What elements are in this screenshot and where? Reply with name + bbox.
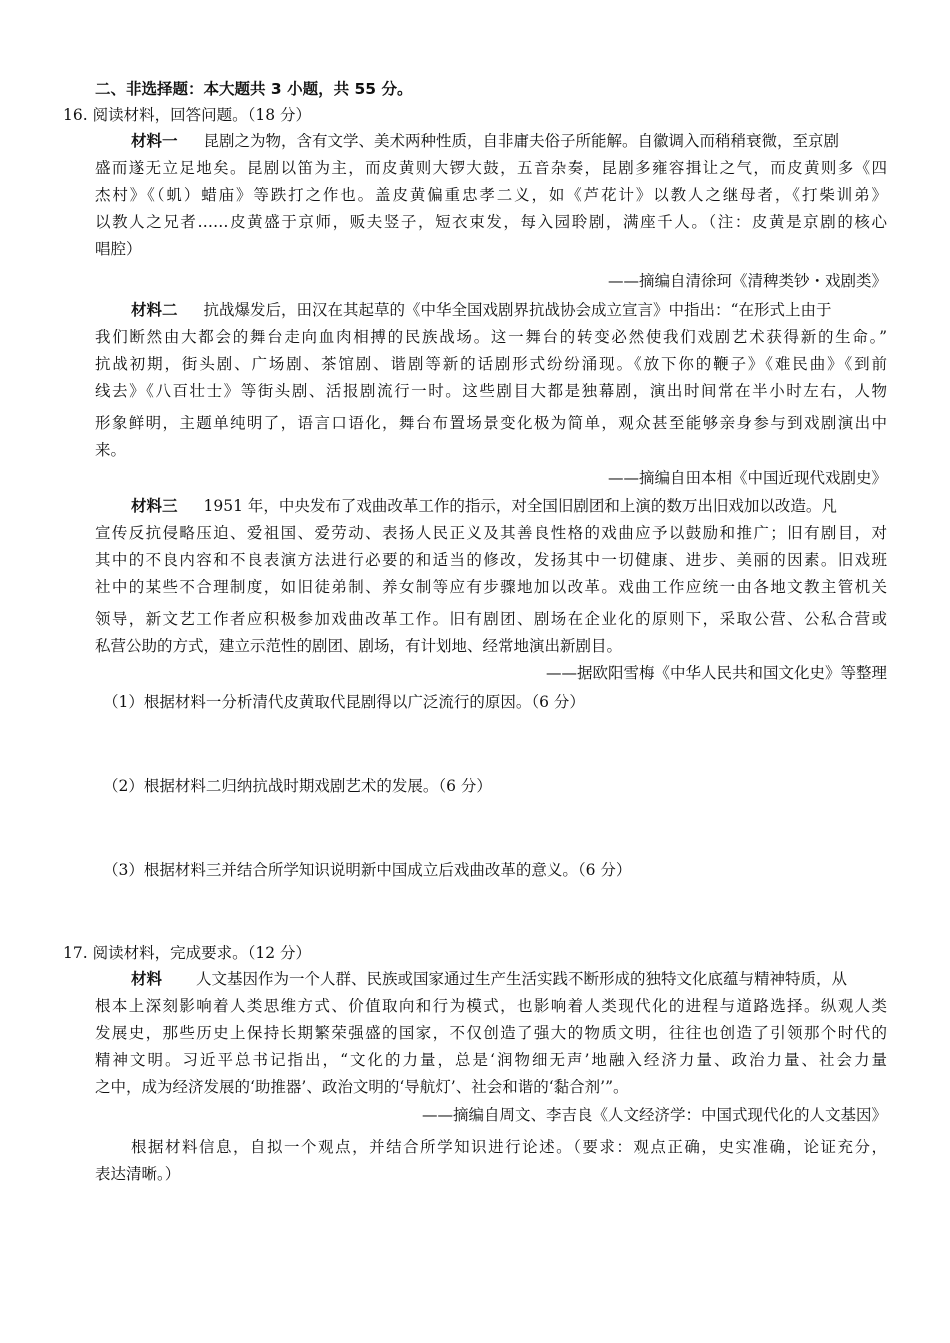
q16-m2-line: 来。 xyxy=(95,441,127,459)
q16-m3-source: ——据欧阳雪梅《中华人民共和国文化史》等整理 xyxy=(545,664,887,682)
q17-requirement-line: 表达清晰。） xyxy=(95,1165,181,1183)
q17-requirement-line: 根据材料信息，自拟一个观点，并结合所学知识进行论述。（要求：观点正确，史实准确，论证充分， xyxy=(131,1138,887,1156)
q16-m2-line: 抗战爆发后，田汉在其起草的《中华全国戏剧界抗战协会成立宣言》中指出：“在形式上由于 xyxy=(203,301,832,319)
q16-m3-line: 其中的不良内容和不良表演方法进行必要的和适当的修改，发扬其中一切健康、进步、美丽的因素。旧戏班 xyxy=(95,551,887,569)
q16-stem: 16. 阅读材料，回答问题。（18 分） xyxy=(63,106,311,124)
q16-m2-label: 材料二 xyxy=(131,301,178,319)
q16-m1-source: ——摘编自清徐珂《清稗类钞・戏剧类》 xyxy=(607,272,887,290)
q16-m2-line: 线去》《八百壮士》等街头剧、活报剧流行一时。这些剧目大都是独幕剧，演出时间常在半小时左右，人物 xyxy=(95,382,887,400)
section-heading: 二、非选择题：本大题共 3 小题，共 55 分。 xyxy=(95,80,413,98)
q16-m1-first-line xyxy=(131,130,839,152)
q16-m1-line: 唱腔） xyxy=(95,240,142,258)
q17-source: ——摘编自周文、李吉良《人文经济学：中国式现代化的人文基因》 xyxy=(421,1106,887,1124)
q16-sub-question-1: （1）根据材料一分析清代皮黄取代昆剧得以广泛流行的原因。（6 分） xyxy=(103,693,585,711)
q16-m3-line: 1951 年，中央发布了戏曲改革工作的指示，对全国旧剧团和上演的数万出旧戏加以改造。凡 xyxy=(203,497,837,515)
q16-m2-source: ——摘编自田本相《中国近现代戏剧史》 xyxy=(607,469,887,487)
q16-m3-line: 社中的某些不合理制度，如旧徒弟制、养女制等应有步骤地加以改革。戏曲工作应统一由各地文教主管机关 xyxy=(95,578,887,596)
q16-m1-line: 盛而遂无立足地矣。昆剧以笛为主，而皮黄则大锣大鼓，五音杂奏，昆剧多雍容揖让之气，而皮黄则多《四 xyxy=(95,159,887,177)
q17-stem: 17. 阅读材料，完成要求。（12 分） xyxy=(63,944,311,962)
q17-line: 发展史，那些历史上保持长期繁荣强盛的国家，不仅创造了强大的物质文明，往往也创造了引领那个时代的 xyxy=(95,1024,887,1042)
q16-m2-line: 形象鲜明，主题单纯明了，语言口语化，舞台布置场景变化极为简单，观众甚至能够亲身参与到戏剧演出中 xyxy=(95,414,887,432)
q16-m1-line: 杰村》《（虮）蜡庙》等跌打之作也。盖皮黄偏重忠孝二义，如《芦花计》以教人之继母者，《打柴训弟》 xyxy=(95,186,887,204)
q16-m3-label: 材料三 xyxy=(131,497,178,515)
q17-line: 精神文明。习近平总书记指出，“文化的力量，总是‘润物细无声’地融入经济力量、政治力量、社会力量 xyxy=(95,1051,887,1069)
q17-line: 人文基因作为一个人群、民族或国家通过生产生活实践不断形成的独特文化底蕴与精神特质，从 xyxy=(196,970,848,988)
q16-m1-line: 昆剧之为物，含有文学、美术两种性质，自非庸夫俗子所能解。自徽调入而稍稍衰微，至京剧 xyxy=(203,132,840,150)
q16-m1-line: 以教人之兄者……皮黄盛于京师，贩夫竖子，短衣束发，每入园聆剧，满座千人。（注：皮黄是京剧的核心 xyxy=(95,213,887,231)
q17-line: 之中，成为经济发展的‘助推器’、政治文明的‘导航灯’、社会和谐的‘黏合剂’”。 xyxy=(95,1078,629,1096)
q16-m3-first-line xyxy=(131,495,837,517)
q16-m3-line: 私营公助的方式，建立示范性的剧团、剧场，有计划地、经常地演出新剧目。 xyxy=(95,637,623,655)
q17-first-line xyxy=(131,968,847,990)
q16-m3-line: 宣传反抗侵略压迫、爱祖国、爱劳动、表扬人民正义及其善良性格的戏曲应予以鼓励和推广；旧有剧目，对 xyxy=(95,524,887,542)
q17-label: 材料 xyxy=(131,970,163,988)
q16-m2-line: 我们断然由大都会的舞台走向血肉相搏的民族战场。这一舞台的转变必然使我们戏剧艺术获得新的生命。” xyxy=(95,328,887,346)
q16-sub-question-2: （2）根据材料二归纳抗战时期戏剧艺术的发展。（6 分） xyxy=(103,777,492,795)
q16-m2-first-line xyxy=(131,299,831,321)
q16-m1-label: 材料一 xyxy=(131,132,178,150)
q16-m3-line: 领导，新文艺工作者应积极参加戏曲改革工作。旧有剧团、剧场在企业化的原则下，采取公营、公私合营或 xyxy=(95,610,887,628)
q16-sub-question-3: （3）根据材料三并结合所学知识说明新中国成立后戏曲改革的意义。（6 分） xyxy=(103,861,632,879)
q17-line: 根本上深刻影响着人类思维方式、价值取向和行为模式，也影响着人类现代化的进程与道路选择。纵观人类 xyxy=(95,997,887,1015)
q16-m2-line: 抗战初期，街头剧、广场剧、茶馆剧、谐剧等新的话剧形式纷纷涌现。《放下你的鞭子》《难民曲》《到前 xyxy=(95,355,887,373)
